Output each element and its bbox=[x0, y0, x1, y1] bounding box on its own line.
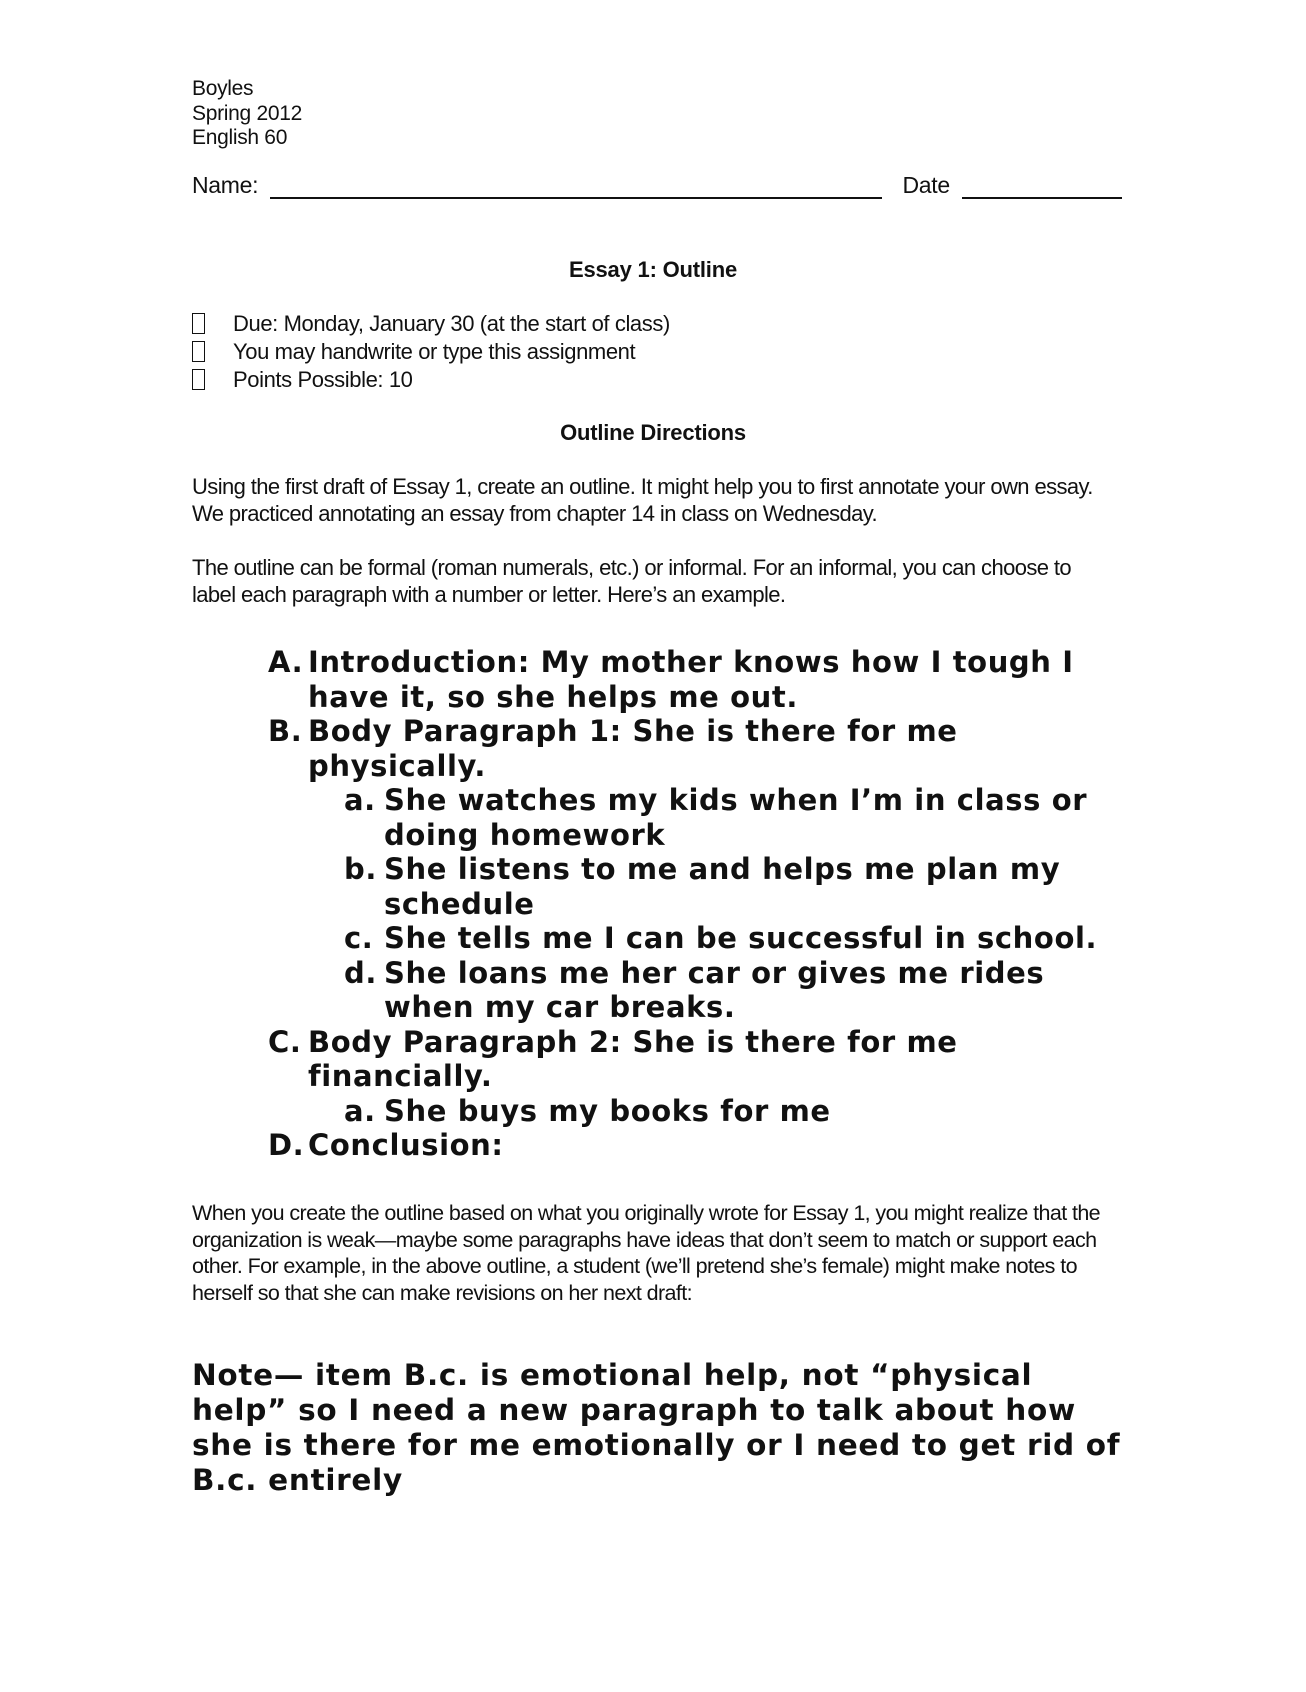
paragraph bbox=[192, 554, 1112, 608]
date-field[interactable] bbox=[962, 173, 1122, 199]
outline-text: She buys my books for me bbox=[384, 1093, 831, 1128]
outline-text: She loans me her car or gives me rides when my car breaks. bbox=[384, 955, 1045, 1024]
outline-label: a. bbox=[344, 783, 376, 817]
list-item bbox=[192, 338, 670, 366]
outline-item bbox=[268, 714, 1128, 783]
name-field[interactable] bbox=[270, 173, 882, 199]
outline-text: Conclusion: bbox=[308, 1128, 504, 1162]
bullet-box-icon bbox=[192, 369, 205, 390]
list-item-text: Due: Monday, January 30 (at the start of class) bbox=[233, 311, 670, 336]
outline-item bbox=[268, 1025, 1128, 1094]
name-label: Name: bbox=[192, 172, 259, 198]
outline-label: a. bbox=[344, 1093, 376, 1128]
paragraph bbox=[192, 473, 1112, 527]
list-item-text: Points Possible: 10 bbox=[233, 367, 413, 392]
assignment-details bbox=[192, 310, 670, 394]
outline-text: Introduction: My mother knows how I tough I have it, so she helps me out. bbox=[308, 645, 1074, 714]
example-outline bbox=[268, 645, 1128, 1163]
revision-note: Note— item B.c. is emotional help, not “physical help” so I need a new paragraph to talk about how she is there for me emotionally or I need to get rid of B.c. entirely bbox=[192, 1358, 1121, 1497]
page-title: Essay 1: Outline bbox=[569, 257, 737, 282]
outline-subitem bbox=[344, 1094, 1128, 1129]
outline-text: She listens to me and helps me plan my schedule bbox=[384, 852, 1061, 921]
bullet-box-icon bbox=[192, 341, 205, 362]
outline-subitem bbox=[344, 921, 1128, 956]
outline-label: c. bbox=[344, 921, 374, 955]
list-item bbox=[192, 310, 670, 338]
outline-subitem bbox=[344, 852, 1128, 921]
outline-text: She tells me I can be successful in school. bbox=[384, 921, 1098, 955]
instructor-name: Boyles bbox=[192, 77, 254, 100]
outline-item bbox=[268, 1128, 1128, 1163]
paragraph-text: The outline can be formal (roman numerals, etc.) or informal. For an informal, you can choose to label each paragraph with a number or letter. Here’s an example. bbox=[192, 555, 1072, 607]
list-item bbox=[192, 366, 670, 394]
outline-label: b. bbox=[344, 852, 377, 886]
outline-item bbox=[268, 645, 1128, 714]
term: Spring 2012 bbox=[192, 102, 302, 125]
closing-paragraph: When you create the outline based on what you originally wrote for Essay 1, you might realize that the organization is weak—maybe some paragraphs have ideas that don’t seem to match or support each other. For example, in the above outline, a student (we’ll pretend she’s female) might make notes to herself so that she can make revisions on her next draft: bbox=[192, 1201, 1101, 1305]
bullet-box-icon bbox=[192, 313, 205, 334]
name-date-row bbox=[192, 172, 1122, 199]
course: English 60 bbox=[192, 126, 288, 149]
date-label: Date bbox=[902, 172, 950, 198]
outline-subitem bbox=[344, 956, 1128, 1025]
outline-text: She watches my kids when I’m in class or doing homework bbox=[384, 783, 1088, 852]
section-heading: Outline Directions bbox=[560, 420, 746, 445]
outline-label: C. bbox=[268, 1024, 302, 1059]
outline-label: D. bbox=[268, 1128, 305, 1162]
outline-label: B. bbox=[268, 714, 303, 748]
paragraph-text: Using the first draft of Essay 1, create an outline. It might help you to first annotate your own essay. We practiced annotating an essay from chapter 14 in class on Wednesday. bbox=[192, 474, 1093, 526]
outline-subitem bbox=[344, 783, 1128, 852]
outline-text: Body Paragraph 1: She is there for me physically. bbox=[308, 714, 958, 783]
outline-text: Body Paragraph 2: She is there for me financially. bbox=[308, 1024, 958, 1093]
outline-label: A. bbox=[268, 645, 304, 679]
list-item-text: You may handwrite or type this assignment bbox=[233, 339, 636, 364]
outline-label: d. bbox=[344, 955, 377, 990]
